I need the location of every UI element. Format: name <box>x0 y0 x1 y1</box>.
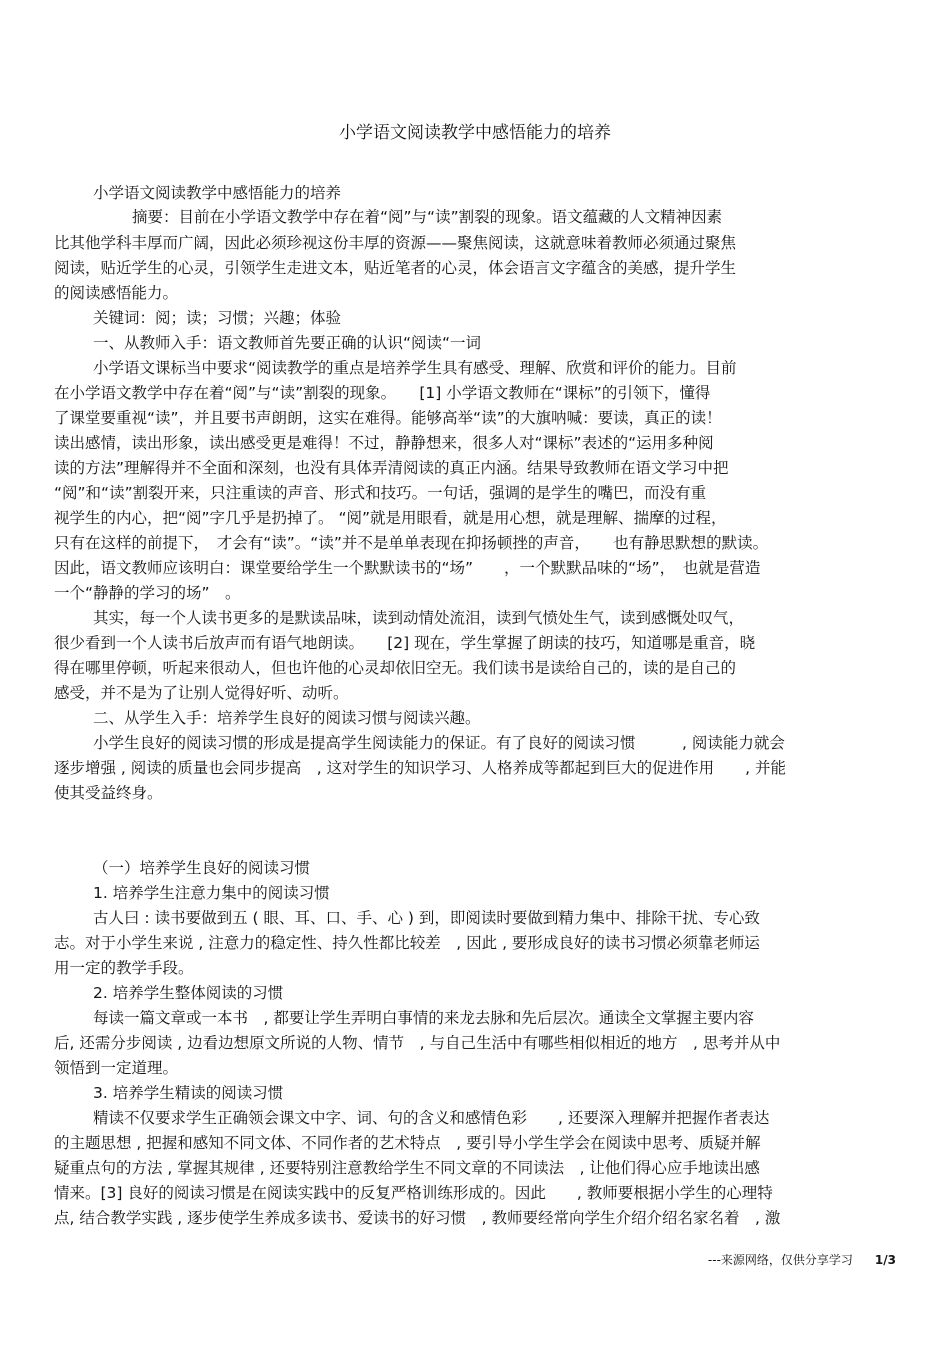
body-line: 1. 培养学生注意力集中的阅读习惯 <box>93 884 330 902</box>
body-line: 情来。[3] 良好的阅读习惯是在阅读实践中的反复严格训练形成的。因此 , 教师要根据小学生的心理特 <box>54 1184 773 1202</box>
body-line: 了课堂要重视“读”，并且要书声朗朗，这实在难得。能够高举“读”的大旗呐喊：要读，真正的读！ <box>54 409 722 427</box>
page-number: 1/3 <box>874 1253 896 1267</box>
body-line: 领悟到一定道理。 <box>54 1059 179 1077</box>
body-line: 志。对于小学生来说 , 注意力的稳定性、持久性都比较差 , 因此 , 要形成良好的读书习惯必须靠老师运 <box>54 934 760 952</box>
body-line: 疑重点句的方法 , 掌握其规律 , 还要特别注意教给学生不同文章的不同读法 , 让他们得心应手地读出感 <box>54 1159 760 1177</box>
body-line: 点, 结合教学实践 , 逐步使学生养成多读书、爱读书的好习惯 , 教师要经常向学生介绍介绍名家名着 , 激 <box>54 1209 781 1227</box>
body-line: 视学生的内心，把“阅”字几乎是扔掉了。 “阅”就是用眼看，就是用心想，就是理解、揣摩的过程， <box>54 509 727 527</box>
body-line: 使其受益终身。 <box>54 784 163 802</box>
body-line: 逐步增强 , 阅读的质量也会同步提高 , 这对学生的知识学习、人格养成等都起到巨大的促进作用 , 并能 <box>54 759 786 777</box>
body-line: 关键词：阅；读；习惯；兴趣；体验 <box>93 309 342 327</box>
body-line: 阅读，贴近学生的心灵，引领学生走进文本，贴近笔者的心灵，体会语言文字蕴含的美感，提升学生 <box>54 259 737 277</box>
body-line: 用一定的教学手段。 <box>54 959 194 977</box>
body-line: 在小学语文教学中存在着“阅”与“读”割裂的现象。 [1] 小学语文教师在“课标”的引领下，懂得 <box>54 384 711 402</box>
body-line: 得在哪里停顿，听起来很动人，但也许他的心灵却依旧空无。我们读书是读给自己的，读的是自己的 <box>54 659 737 677</box>
body-line: 读出感情，读出形象，读出感受更是难得！不过，静静想来，很多人对“课标”表述的“运用多种阅 <box>54 434 714 452</box>
body-line: 感受，并不是为了让别人觉得好听、动听。 <box>54 684 349 702</box>
body-line: 的主题思想 , 把握和感知不同文体、不同作者的艺术特点 , 要引导小学生学会在阅读中思考、质疑并解 <box>54 1134 761 1152</box>
body-line: 一个“静静的学习的场” 。 <box>54 584 241 602</box>
body-line: 比其他学科丰厚而广阔，因此必须珍视这份丰厚的资源——聚焦阅读，这就意味着教师必须通过聚焦 <box>54 234 737 252</box>
body-line: “阅”和“读”割裂开来，只注重读的声音、形式和技巧。一句话，强调的是学生的嘴巴，而没有重 <box>54 484 707 502</box>
body-line: 精读不仅要求学生正确领会课文中字、词、句的含义和感情色彩 , 还要深入理解并把握作者表达 <box>93 1109 770 1127</box>
body-line: 二、从学生入手：培养学生良好的阅读习惯与阅读兴趣。 <box>93 709 481 727</box>
body-line: 小学生良好的阅读习惯的形成是提高学生阅读能力的保证。有了良好的阅读习惯 , 阅读能力就会 <box>93 734 785 752</box>
body-line: 一、从教师入手：语文教师首先要正确的认识“阅读“一词 <box>93 334 482 352</box>
body-line: 因此，语文教师应该明白：课堂要给学生一个默默读书的“场” ，一个默默品味的“场”， 也就是营造 <box>54 559 761 577</box>
body-line: 古人曰 : 读书要做到五 ( 眼、耳、口、手、心 ) 到，即阅读时要做到精力集中、排除干扰、专心致 <box>93 909 760 927</box>
body-line: 只有在这样的前提下， 才会有“读”。“读”并不是单单表现在抑扬顿挫的声音， 也有静思默想的默读。 <box>54 534 769 552</box>
body-line: 3. 培养学生精读的阅读习惯 <box>93 1084 284 1102</box>
body-line: 小学语文课标当中要求“阅读教学的重点是培养学生具有感受、理解、欣赏和评价的能力。目前 <box>93 359 737 377</box>
body-line: 小学语文阅读教学中感悟能力的培养 <box>93 184 342 202</box>
body-line: （一）培养学生良好的阅读习惯 <box>93 859 311 877</box>
body-line: 其实，每一个人读书更多的是默读品味，读到动情处流泪，读到气愤处生气，读到感慨处叹气， <box>93 609 745 627</box>
footer-source-note: ---来源网络，仅供分享学习 <box>707 1253 853 1267</box>
document-title: 小学语文阅读教学中感悟能力的培养 <box>339 123 611 143</box>
body-line: 很少看到一个人读书后放声而有语气地朗读。 [2] 现在，学生掌握了朗读的技巧，知道哪是重音，晓 <box>54 634 756 652</box>
body-line: 的阅读感悟能力。 <box>54 284 179 302</box>
body-line: 每读一篇文章或一本书 , 都要让学生弄明白事情的来龙去脉和先后层次。通读全文掌握主要内容 <box>93 1009 754 1027</box>
body-line: 摘要：目前在小学语文教学中存在着“阅”与“读”割裂的现象。语文蕴藏的人文精神因素 <box>132 208 723 226</box>
page-footer <box>708 1252 896 1268</box>
body-line: 读的方法”理解得并不全面和深刻，也没有具体弄清阅读的真正内涵。结果导致教师在语文学习中把 <box>54 459 729 477</box>
body-line: 后, 还需分步阅读 , 边看边想原文所说的人物、情节 , 与自己生活中有哪些相似相近的地方 , 思考并从中 <box>54 1034 781 1052</box>
body-line: 2. 培养学生整体阅读的习惯 <box>93 984 284 1002</box>
